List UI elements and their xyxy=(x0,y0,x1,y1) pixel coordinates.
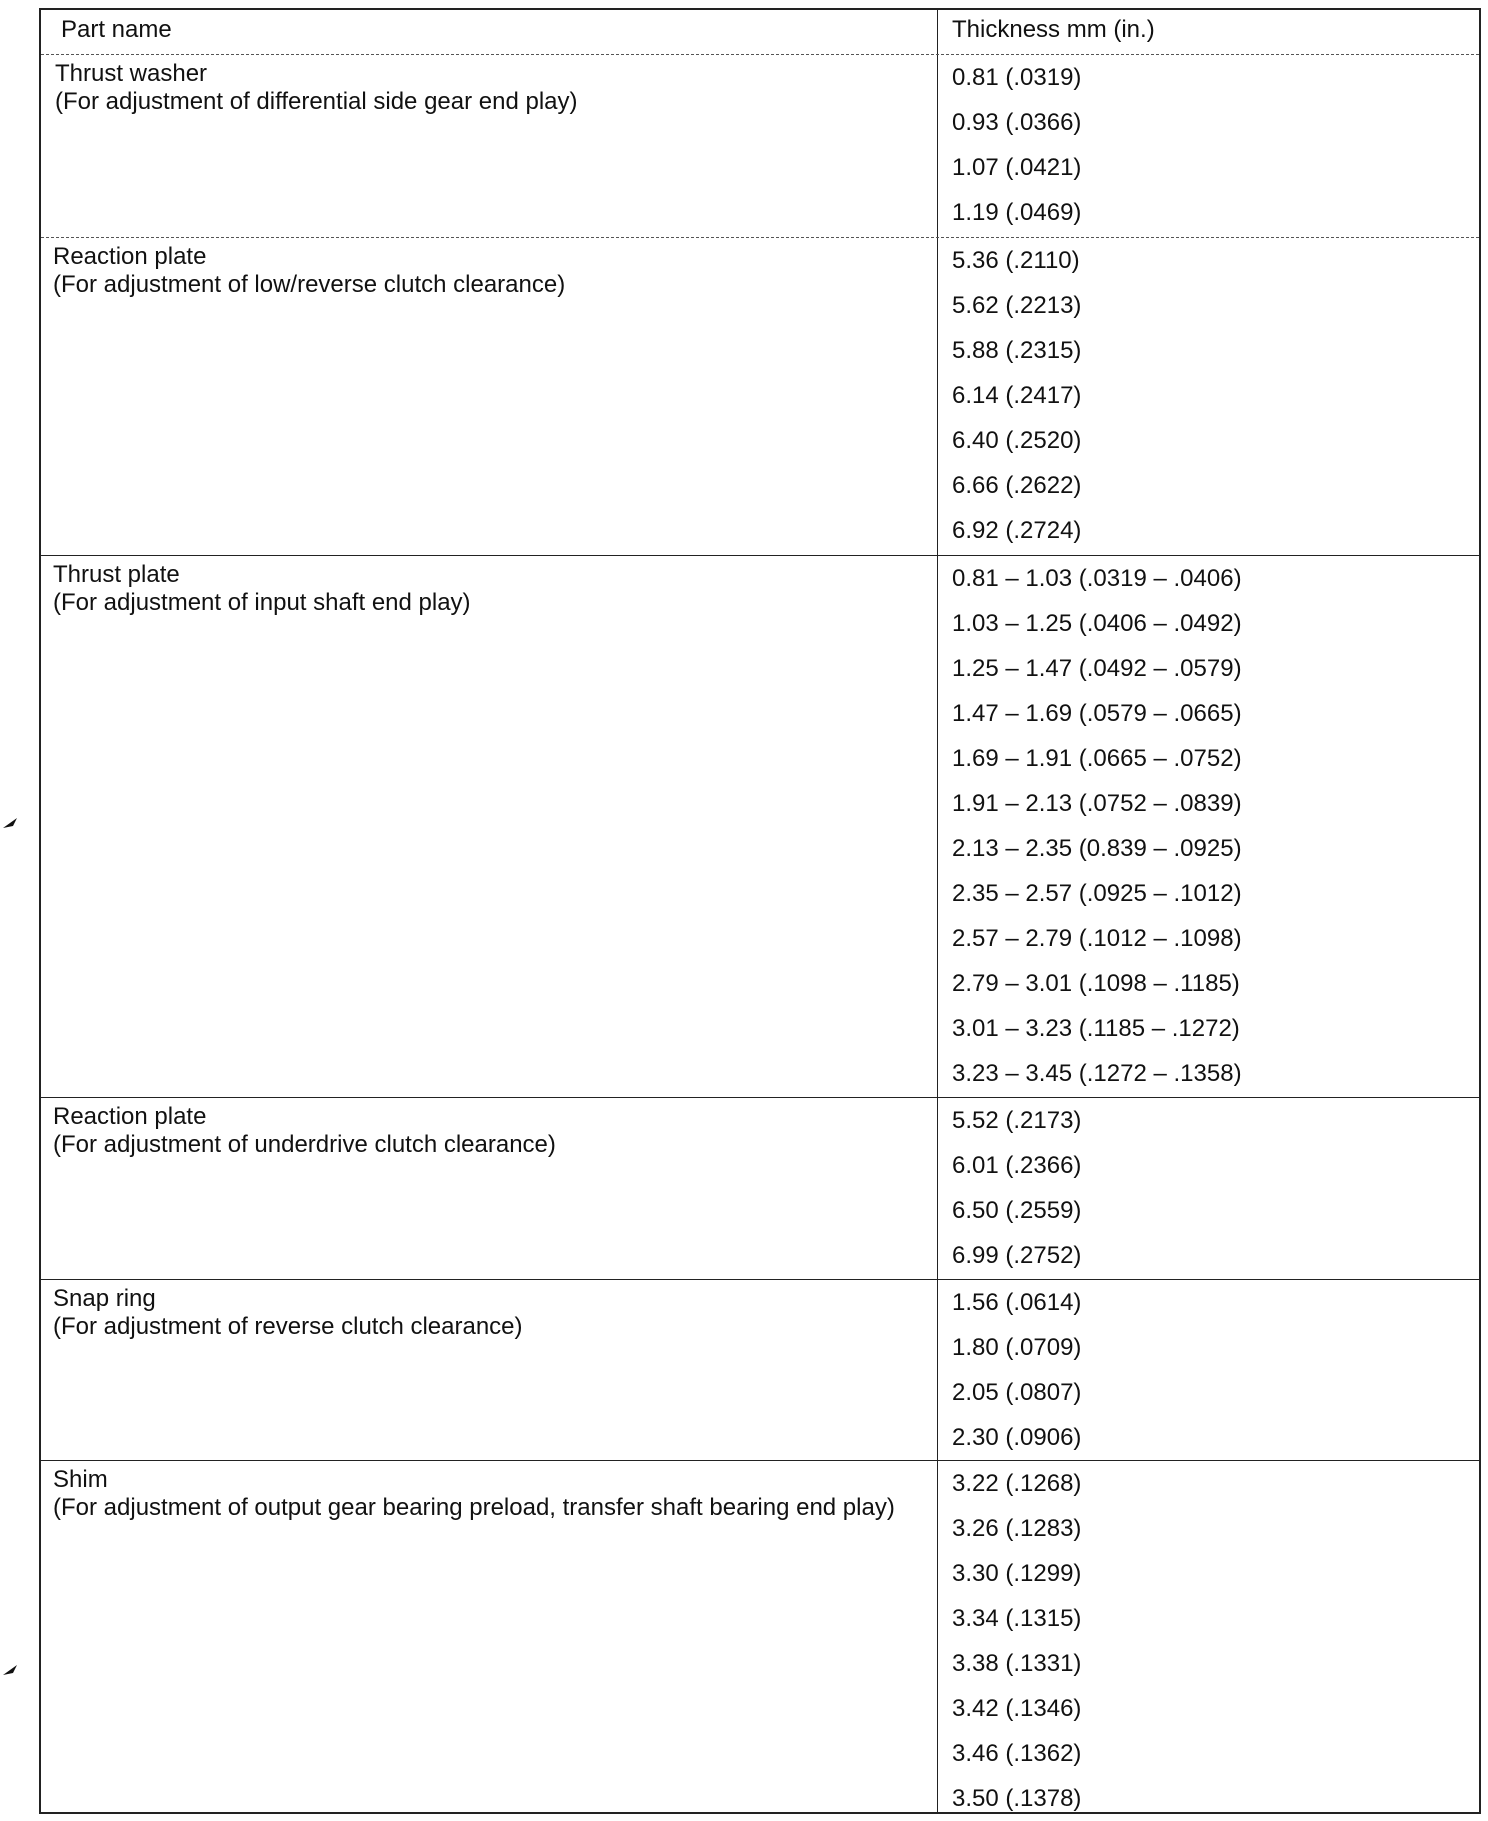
thickness-list xyxy=(952,556,1479,1096)
thickness-value: 0.81 (.0319) xyxy=(952,64,1082,91)
part-cell xyxy=(55,60,921,116)
thickness-value: 3.26 (.1283) xyxy=(952,1515,1082,1542)
table-row xyxy=(41,1279,1479,1460)
thickness-value: 2.79 – 3.01 (.1098 – .1185) xyxy=(952,970,1240,997)
part-name: Thrust plate xyxy=(53,561,180,588)
thickness-value: 3.22 (.1268) xyxy=(952,1470,1082,1497)
thickness-value: 2.35 – 2.57 (.0925 – .1012) xyxy=(952,880,1242,907)
thickness-value: 1.07 (.0421) xyxy=(952,154,1082,181)
thickness-value: 3.01 – 3.23 (.1185 – .1272) xyxy=(952,1015,1240,1042)
thickness-value: 6.66 (.2622) xyxy=(952,472,1082,499)
part-name: Reaction plate xyxy=(53,243,207,270)
part-cell xyxy=(53,561,919,617)
thickness-list xyxy=(952,238,1479,553)
part-name: Reaction plate xyxy=(53,1103,207,1130)
thickness-list xyxy=(952,55,1479,235)
thickness-value: 1.56 (.0614) xyxy=(952,1289,1082,1316)
thickness-value: 2.13 – 2.35 (0.839 – .0925) xyxy=(952,835,1242,862)
thickness-value: 1.91 – 2.13 (.0752 – .0839) xyxy=(952,790,1242,817)
shim-thickness-table xyxy=(39,8,1481,1814)
thickness-value: 3.42 (.1346) xyxy=(952,1695,1082,1722)
table-row xyxy=(41,1097,1479,1278)
part-name: Shim xyxy=(53,1466,108,1493)
thickness-value: 5.52 (.2173) xyxy=(952,1107,1082,1134)
thickness-value: 6.50 (.2559) xyxy=(952,1197,1082,1224)
thickness-list xyxy=(952,1098,1479,1278)
thickness-list xyxy=(952,1280,1479,1460)
header-thickness: Thickness mm (in.) xyxy=(952,16,1155,43)
thickness-value: 0.81 – 1.03 (.0319 – .0406) xyxy=(952,565,1242,592)
part-cell xyxy=(53,243,919,299)
thickness-value: 1.19 (.0469) xyxy=(952,199,1082,226)
thickness-value: 6.14 (.2417) xyxy=(952,382,1082,409)
table-row xyxy=(41,237,1479,553)
table-row xyxy=(41,1460,1479,1813)
margin-mark-icon xyxy=(3,1665,17,1675)
part-cell xyxy=(53,1466,919,1522)
thickness-value: 3.34 (.1315) xyxy=(952,1605,1082,1632)
header-part-name: Part name xyxy=(61,16,172,43)
thickness-value: 6.40 (.2520) xyxy=(952,427,1082,454)
thickness-value: 1.25 – 1.47 (.0492 – .0579) xyxy=(952,655,1242,682)
part-purpose: (For adjustment of input shaft end play) xyxy=(53,589,471,616)
margin-mark-icon xyxy=(3,818,17,828)
thickness-value: 1.80 (.0709) xyxy=(952,1334,1082,1361)
header-row xyxy=(41,10,1479,52)
thickness-value: 3.23 – 3.45 (.1272 – .1358) xyxy=(952,1060,1242,1087)
thickness-value: 0.93 (.0366) xyxy=(952,109,1082,136)
part-purpose: (For adjustment of reverse clutch clearance) xyxy=(53,1313,523,1340)
thickness-value: 2.05 (.0807) xyxy=(952,1379,1082,1406)
thickness-value: 1.47 – 1.69 (.0579 – .0665) xyxy=(952,700,1242,727)
part-purpose: (For adjustment of low/reverse clutch clearance) xyxy=(53,271,566,298)
thickness-value: 3.46 (.1362) xyxy=(952,1740,1082,1767)
part-purpose: (For adjustment of output gear bearing preload, transfer shaft bearing end play) xyxy=(53,1494,895,1521)
thickness-value: 3.38 (.1331) xyxy=(952,1650,1082,1677)
thickness-value: 3.50 (.1378) xyxy=(952,1785,1082,1812)
table-row xyxy=(41,555,1479,1096)
thickness-value: 2.57 – 2.79 (.1012 – .1098) xyxy=(952,925,1242,952)
thickness-value: 6.01 (.2366) xyxy=(952,1152,1082,1179)
thickness-value: 5.36 (.2110) xyxy=(952,247,1080,274)
part-name: Snap ring xyxy=(53,1285,156,1312)
thickness-value: 6.99 (.2752) xyxy=(952,1242,1082,1269)
thickness-value: 5.88 (.2315) xyxy=(952,337,1082,364)
part-name: Thrust washer xyxy=(55,60,208,87)
part-purpose: (For adjustment of underdrive clutch clearance) xyxy=(53,1131,556,1158)
thickness-list xyxy=(952,1461,1479,1821)
thickness-value: 3.30 (.1299) xyxy=(952,1560,1082,1587)
part-purpose: (For adjustment of differential side gear end play) xyxy=(55,88,578,115)
part-cell xyxy=(53,1103,919,1159)
part-cell xyxy=(53,1285,919,1341)
thickness-value: 1.69 – 1.91 (.0665 – .0752) xyxy=(952,745,1242,772)
table-row xyxy=(41,54,1479,235)
thickness-value: 5.62 (.2213) xyxy=(952,292,1082,319)
thickness-value: 2.30 (.0906) xyxy=(952,1424,1082,1451)
thickness-value: 1.03 – 1.25 (.0406 – .0492) xyxy=(952,610,1242,637)
thickness-value: 6.92 (.2724) xyxy=(952,517,1082,544)
